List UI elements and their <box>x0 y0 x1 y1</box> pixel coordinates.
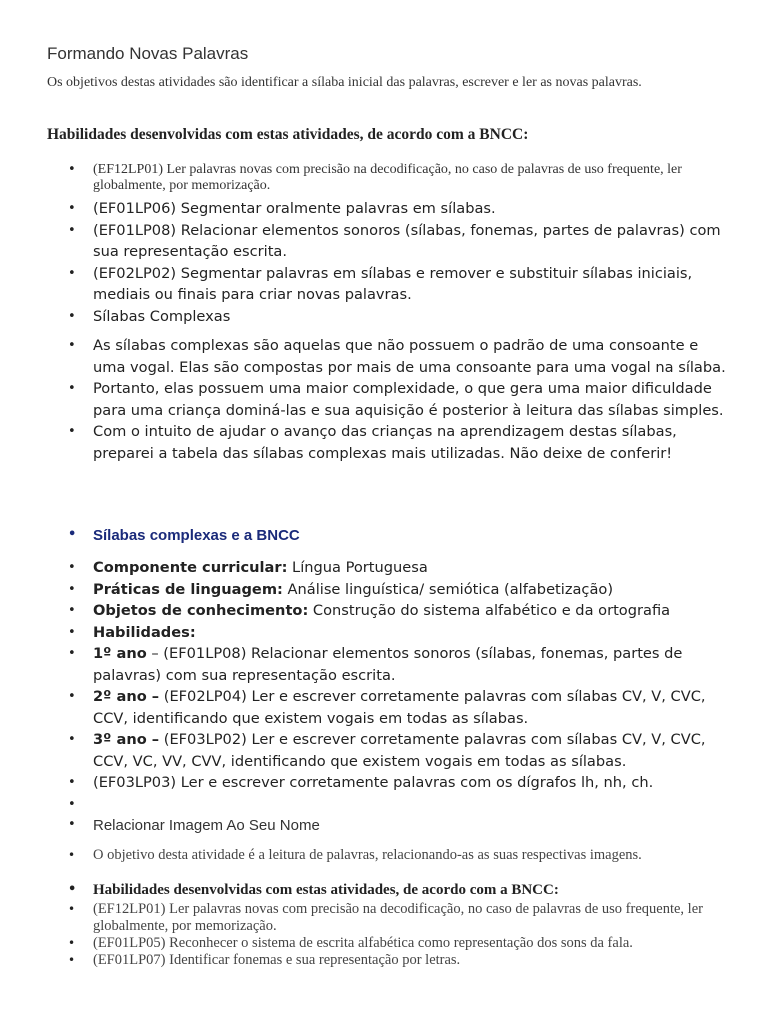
skills-list-1 <box>68 162 688 194</box>
list-item: • (EF03LP03) Ler e escrever corretamente palavras com os dígrafos lh, nh, ch. <box>68 772 728 794</box>
list-item: • Portanto, elas possuem uma maior complexidade, o que gera uma maior dificuldade para uma criança dominá-las e sua aquisição é posterior à leitura das sílabas simples. <box>68 378 728 421</box>
objetos-label: Objetos de conhecimento: <box>93 602 309 619</box>
ano2-label: 2º ano – <box>93 688 160 705</box>
ano1-value: – (EF01LP08) Relacionar elementos sonoros (sílabas, fonemas, partes de palavras) com sua representação escrita. <box>93 645 683 684</box>
activity-bncc-title-list <box>68 882 728 899</box>
list-item: • (EF01LP07) Identificar fonemas e sua representação por letras. <box>68 952 728 969</box>
list-item: • (EF12LP01) Ler palavras novas com precisão na decodificação, no caso de palavras de uso frequente, ler globalmente, por memorização. <box>68 162 688 194</box>
list-item-empty <box>68 794 728 816</box>
list-item-ano2 <box>68 686 728 729</box>
ano3-value: (EF03LP02) Ler e escrever corretamente palavras com sílabas CV, V, CVC, CCV, VC, VV, CVV, identificando que existem vogais em todas as sílabas. <box>93 731 706 770</box>
bncc-title: Habilidades desenvolvidas com estas atividades, de acordo com a BNCC: <box>47 126 529 143</box>
list-item: • Sílabas Complexas <box>68 306 728 328</box>
ano2-value: (EF02LP04) Ler e escrever corretamente palavras com sílabas CV, V, CVC, CCV, identificando que existem vogais em todas as sílabas. <box>93 688 706 727</box>
bncc-link-list <box>68 527 728 544</box>
list-item-objetos <box>68 600 728 622</box>
list-item: • (EF01LP06) Segmentar oralmente palavras em sílabas. <box>68 198 728 220</box>
skills-list-1b <box>68 198 728 327</box>
complex-syllables-list <box>68 335 728 464</box>
list-item: • Com o intuito de ajudar o avanço das crianças na aprendizagem destas sílabas, preparei a tabela das sílabas complexas mais utilizadas. Não deixe de conferir! <box>68 421 728 464</box>
componente-label: Componente curricular: <box>93 559 288 576</box>
list-item: • Relacionar Imagem Ao Seu Nome <box>68 817 728 834</box>
ano3-label: 3º ano – <box>93 731 160 748</box>
list-item-habilidades <box>68 622 728 644</box>
list-item-componente <box>68 557 728 579</box>
activity-skills-list <box>68 901 728 969</box>
list-item: • As sílabas complexas são aquelas que não possuem o padrão de uma consoante e uma vogal. Elas são compostas por mais de uma consoante para uma vogal na sílaba. <box>68 335 728 378</box>
curriculum-list <box>68 557 728 815</box>
list-item: • (EF02LP02) Segmentar palavras em sílabas e remover e substituir sílabas iniciais, mediais ou finais para criar novas palavras. <box>68 263 728 306</box>
link-item[interactable]: • Sílabas complexas e a BNCC <box>68 527 728 544</box>
list-item: • Habilidades desenvolvidas com estas atividades, de acordo com a BNCC: <box>68 882 728 899</box>
ano1-label: 1º ano <box>93 645 147 662</box>
list-item: • (EF01LP05) Reconhecer o sistema de escrita alfabética como representação dos sons da fala. <box>68 935 728 952</box>
habilidades-label: Habilidades: <box>93 623 196 641</box>
section-heading: Formando Novas Palavras <box>47 44 249 63</box>
intro-paragraph: Os objetivos destas atividades são identificar a sílaba inicial das palavras, escrever e ler as novas palavras. <box>47 75 642 90</box>
list-item: • O objetivo desta atividade é a leitura de palavras, relacionando-as as suas respectivas imagens. <box>68 847 728 864</box>
objetos-value: Construção do sistema alfabético e da ortografia <box>308 602 671 619</box>
activity-list <box>68 847 728 864</box>
list-item: • (EF12LP01) Ler palavras novas com precisão na decodificação, no caso de palavras de uso frequente, ler globalmente, por memorização. <box>68 901 728 935</box>
list-item-ano1 <box>68 643 728 686</box>
image-name-list <box>68 817 728 834</box>
componente-value: Língua Portuguesa <box>287 559 428 576</box>
list-item-praticas <box>68 579 728 601</box>
praticas-value: Análise linguística/ semiótica (alfabetização) <box>282 580 614 598</box>
praticas-label: Práticas de linguagem: <box>93 580 283 598</box>
list-item: • (EF01LP08) Relacionar elementos sonoros (sílabas, fonemas, partes de palavras) com sua representação escrita. <box>68 220 728 263</box>
list-item-ano3 <box>68 729 728 772</box>
